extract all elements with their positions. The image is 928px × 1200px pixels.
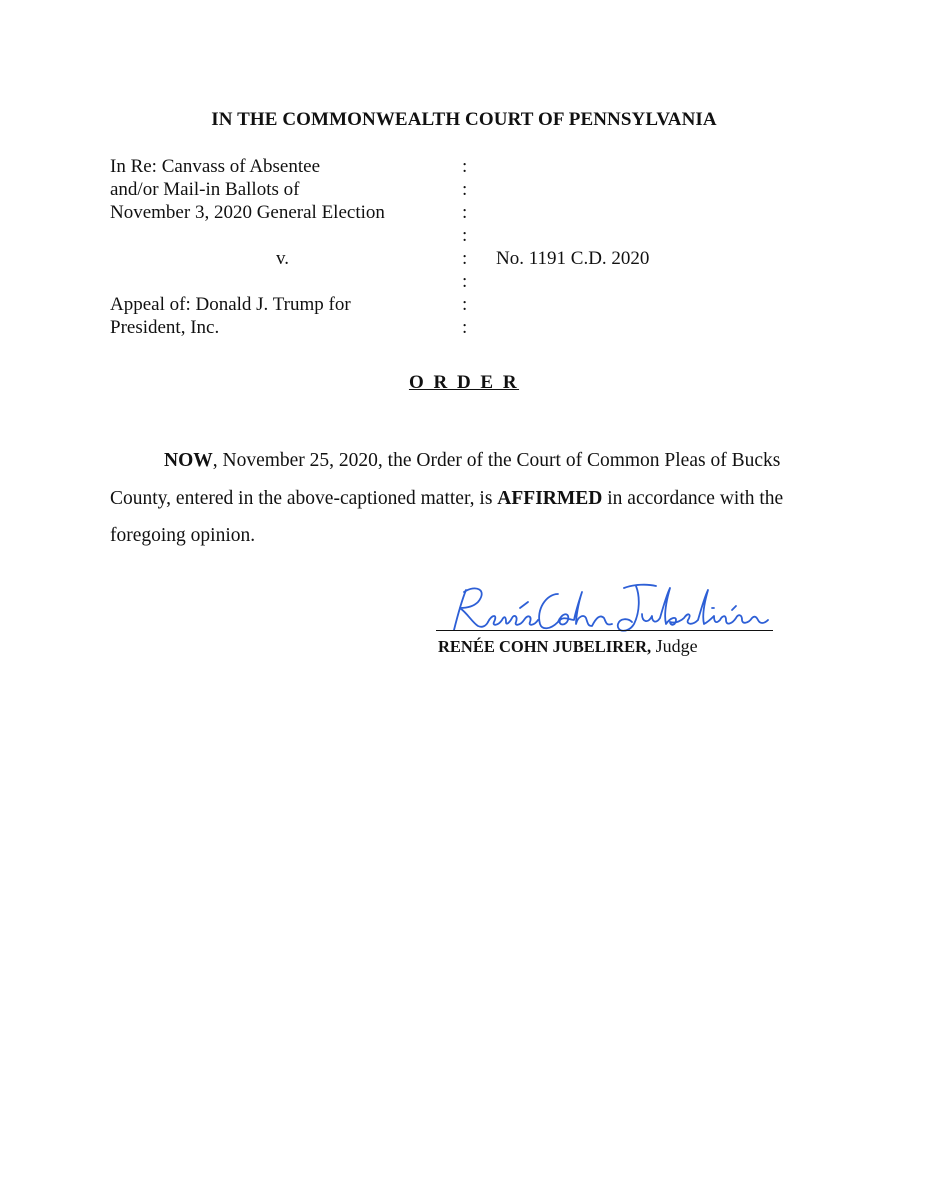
signature-block: [436, 580, 776, 670]
caption-colon: :: [462, 248, 468, 269]
caption-spacer-1: [110, 224, 450, 247]
order-affirmed: AFFIRMED: [497, 487, 603, 509]
caption-line-1: In Re: Canvass of Absentee: [110, 156, 321, 177]
signature-line: [436, 630, 773, 631]
caption-line-3: November 3, 2020 General Election: [110, 202, 385, 223]
judge-title: Judge: [651, 636, 698, 656]
caption-line-2: and/or Mail-in Ballots of: [110, 179, 300, 200]
caption-colon-column: [462, 155, 482, 339]
caption-versus: v.: [275, 248, 290, 269]
caption-colon: :: [462, 317, 468, 338]
judge-signature-name: [438, 636, 698, 657]
order-text-2: in accordance with the foregoing opinion.: [110, 487, 784, 546]
caption-line-4: Appeal of: Donald J. Trump for: [110, 294, 351, 315]
caption-colon: :: [462, 179, 468, 200]
caption-colon: :: [462, 156, 468, 177]
caption-colon: :: [462, 225, 468, 246]
caption-spacer-2: [110, 270, 450, 293]
judge-name: RENÉE COHN JUBELIRER,: [438, 637, 652, 656]
docket-number: No. 1191 C.D. 2020: [496, 248, 650, 269]
order-paragraph: [110, 442, 822, 555]
caption-colon: :: [462, 202, 468, 223]
order-body: [110, 442, 822, 555]
caption-colon: :: [462, 271, 468, 292]
order-text-1: , November 25, 2020, the Order of the Court of Common Pleas of Bucks County, entered in the above-captioned matter, is: [110, 450, 781, 509]
order-heading: O R D E R: [408, 372, 520, 393]
court-title: IN THE COMMONWEALTH COURT OF PENNSYLVANIA: [211, 109, 717, 130]
order-now: NOW: [164, 450, 213, 471]
caption-colon: :: [462, 294, 468, 315]
caption-line-5: President, Inc.: [110, 317, 220, 338]
handwritten-signature: [436, 580, 776, 640]
caption-parties: [110, 155, 450, 339]
